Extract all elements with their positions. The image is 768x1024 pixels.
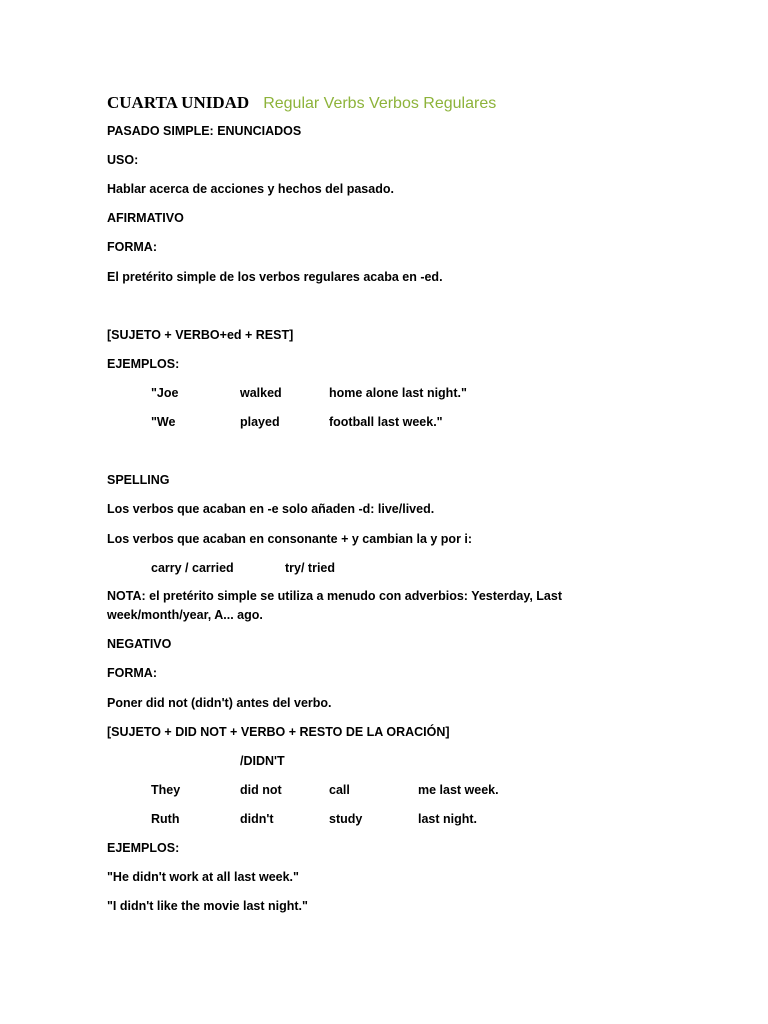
negative-example-2: "I didn't like the movie last night." — [107, 899, 308, 913]
label-spelling: SPELLING — [107, 473, 170, 487]
neg-subject: They — [151, 783, 181, 797]
spelling-example-try: try/ tried — [285, 561, 336, 575]
neg-aux: did not — [240, 783, 282, 797]
unit-title: CUARTA UNIDAD — [107, 93, 250, 112]
spelling-example-carry: carry / carried — [151, 561, 234, 575]
note-text: NOTA: el pretérito simple se utiliza a menudo con adverbios: Yesterday, Last week/month/year, A... ago. — [107, 589, 562, 622]
example-verb: played — [240, 415, 280, 429]
label-forma-1: FORMA: — [107, 240, 157, 254]
label-forma-2: FORMA: — [107, 666, 157, 680]
label-ejemplos-2: EJEMPLOS: — [107, 841, 180, 855]
unit-subtitle: Regular Verbs Verbos Regulares — [263, 95, 497, 112]
label-afirmativo: AFIRMATIVO — [107, 211, 184, 225]
example-verb: walked — [240, 386, 282, 400]
label-ejemplos-1: EJEMPLOS: — [107, 357, 180, 371]
neg-aux: didn't — [240, 812, 274, 826]
forma-1-text: El pretérito simple de los verbos regulares acaba en -ed. — [107, 270, 443, 284]
page-title — [107, 92, 496, 115]
spelling-rule-1: Los verbos que acaban en -e solo añaden -d: live/lived. — [107, 502, 435, 516]
neg-subject: Ruth — [151, 812, 180, 826]
neg-rest: me last week. — [418, 783, 499, 797]
forma-2-text: Poner did not (didn't) antes del verbo. — [107, 696, 332, 710]
example-rest: home alone last night." — [329, 386, 467, 400]
neg-verb: call — [329, 783, 350, 797]
spelling-rule-2: Los verbos que acaban en consonante + y cambian la y por i: — [107, 532, 473, 546]
neg-verb: study — [329, 812, 363, 826]
didnt-label: /DIDN'T — [240, 754, 285, 768]
negative-example-1: "He didn't work at all last week." — [107, 870, 299, 884]
section-heading-pasado: PASADO SIMPLE: ENUNCIADOS — [107, 124, 302, 138]
example-subject: "Joe — [151, 386, 179, 400]
example-subject: "We — [151, 415, 176, 429]
label-negativo: NEGATIVO — [107, 637, 172, 651]
uso-text: Hablar acerca de acciones y hechos del pasado. — [107, 182, 394, 196]
label-uso: USO: — [107, 153, 139, 167]
formula-affirmative: [SUJETO + VERBO+ed + REST] — [107, 328, 294, 342]
formula-negative: [SUJETO + DID NOT + VERBO + RESTO DE LA ORACIÓN] — [107, 725, 450, 739]
neg-rest: last night. — [418, 812, 478, 826]
example-rest: football last week." — [329, 415, 443, 429]
